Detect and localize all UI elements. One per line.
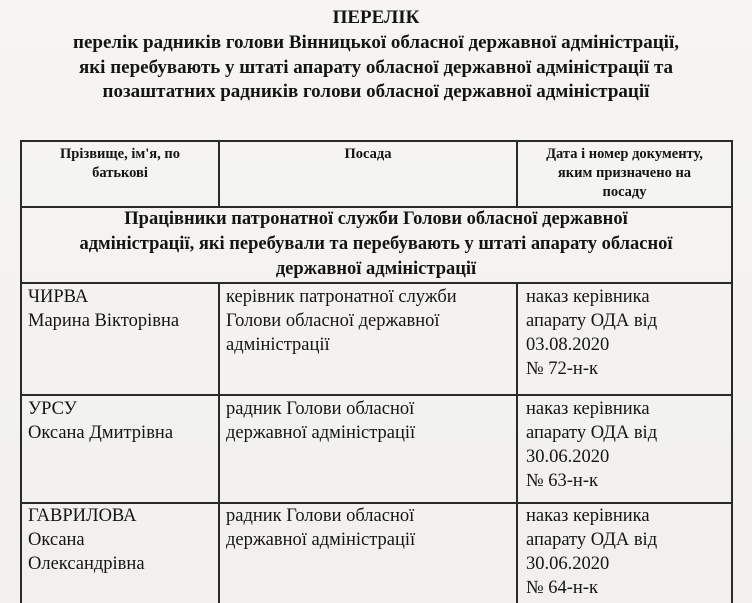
table-row-document [526,504,657,600]
given-names: Марина Вікторівна [28,311,180,331]
document-line: апарату ОДА від [526,530,658,550]
position-line: радник Голови обласної [226,506,415,526]
table-row-name [28,285,179,333]
header-line: яким призначено на [557,165,692,181]
document-number: № 72-н-к [526,359,598,379]
position-line: керівник патронатної служби [226,287,457,307]
section-heading-line: державної адміністрації [275,259,477,279]
table-row-document [526,285,657,381]
document-title: ПЕРЕЛІК [332,7,420,28]
section-heading-line: адміністрації, які перебували та перебувають у штаті апарату обласної [79,234,673,254]
table-row-name [28,397,173,445]
document-line: апарату ОДА від [526,311,658,331]
document-date: 03.08.2020 [526,335,610,355]
document-line: наказ керівника [526,506,650,526]
table-border-top [20,140,733,142]
document-number: № 63-н-к [526,471,598,491]
header-line: батькові [92,165,148,181]
header-line: Прізвище, ім'я, по [60,146,180,162]
table-row-document [526,397,657,493]
section-heading [20,207,732,282]
header-line: Посада [344,146,392,162]
position-line: державної адміністрації [226,423,416,443]
document-subtitle-line-1: перелік радників голови Вінницької обласної державної адміністрації, [73,32,679,53]
document-line: апарату ОДА від [526,423,658,443]
surname: ЧИРВА [28,287,89,307]
document-subtitle-line-3: позаштатних радників голови обласної державної адміністрації [102,81,650,102]
given-names: Оксана Дмитрівна [28,423,174,443]
table-row-position [226,397,415,445]
column-header-position [220,145,516,164]
table-column-divider [516,282,518,603]
position-line: Голови обласної державної [226,311,440,331]
column-header-name [22,145,218,183]
given-names: Олександрівна [28,554,145,574]
position-line: радник Голови обласної [226,399,415,419]
table-column-divider [218,282,220,603]
table-row-divider [20,394,733,396]
document-line: наказ керівника [526,287,650,307]
surname: ГАВРИЛОВА [28,506,137,526]
table-row-name [28,504,145,576]
document-line: наказ керівника [526,399,650,419]
given-names: Оксана [28,530,85,550]
column-header-document [518,145,731,202]
table-section-divider [20,282,733,284]
table-row-position [226,285,457,357]
surname: УРСУ [28,399,77,419]
document-number: № 64-н-к [526,578,598,598]
table-row-position [226,504,415,552]
header-line: посаду [602,184,647,200]
document-subtitle-line-2: які перебувають у штаті апарату обласної державної адміністрації та [78,57,674,78]
section-heading-line: Працівники патронатної служби Голови обласної державної [124,209,628,229]
position-line: адміністрації [226,335,330,355]
position-line: державної адміністрації [226,530,416,550]
document-date: 30.06.2020 [526,554,610,574]
document-date: 30.06.2020 [526,447,610,467]
header-line: Дата і номер документу, [546,146,703,162]
